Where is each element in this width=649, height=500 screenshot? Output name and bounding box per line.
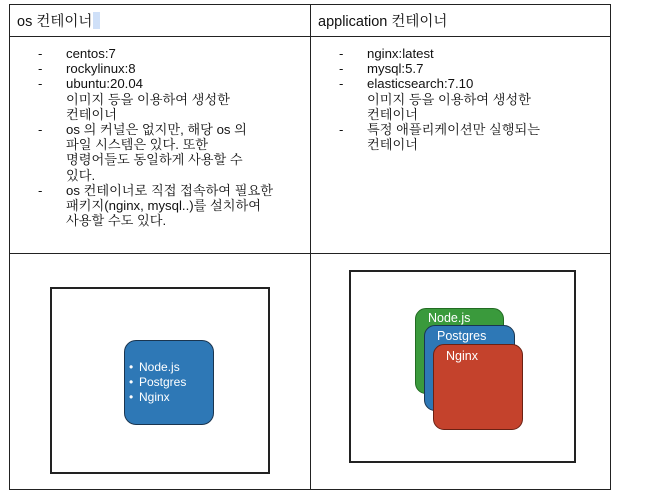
nginx-container-card: [433, 344, 523, 430]
os-container-box: [124, 340, 214, 425]
list-item: [36, 61, 306, 76]
container-label: Nginx: [446, 349, 478, 363]
application-container-figure-cell[interactable]: [311, 254, 611, 489]
header-os-container: os 컨테이너: [17, 14, 93, 30]
list-item-text: 특정 애플리케이션만 실행되는 컨테이너: [367, 122, 540, 153]
os-app-item: • Postgres: [129, 375, 186, 390]
container-label: Node.js: [428, 311, 471, 325]
header-application-container: application 컨테이너: [318, 14, 448, 30]
os-container-list: [36, 46, 306, 228]
list-item-text: rockylinux:8: [66, 61, 136, 77]
list-item: [337, 61, 607, 76]
application-container-list: [337, 46, 607, 152]
os-container-description[interactable]: [10, 37, 310, 253]
comparison-table: [9, 4, 611, 490]
list-item: [36, 46, 306, 61]
list-item-text: nginx:latest: [367, 46, 434, 61]
os-app-item: • Node.js: [129, 360, 186, 375]
application-container-description[interactable]: [311, 37, 611, 253]
container-label: Postgres: [437, 329, 487, 343]
list-item: [36, 76, 306, 122]
os-container-diagram: [50, 287, 270, 474]
os-container-app-list: [129, 360, 186, 405]
text-cursor-highlight: [93, 12, 100, 29]
list-item: [337, 122, 607, 152]
application-container-diagram: [349, 270, 576, 463]
os-app-item: • Nginx: [129, 390, 186, 405]
header-cell-os[interactable]: [10, 5, 310, 36]
list-item-text: mysql:5.7: [367, 61, 424, 77]
list-item-text: centos:7: [66, 46, 116, 61]
os-container-figure-cell[interactable]: [10, 254, 310, 489]
list-item-text: ubuntu:20.04 이미지 등을 이용하여 생성한 컨테이너: [66, 76, 230, 122]
list-item: [337, 76, 607, 122]
header-cell-application[interactable]: [311, 5, 611, 36]
list-item: [36, 122, 306, 183]
list-item-text: elasticsearch:7.10 이미지 등을 이용하여 생성한 컨테이너: [367, 76, 531, 122]
list-item-text: os 컨테이너로 직접 접속하여 필요한 패키지(nginx, mysql..)를 설치하여 사용할 수도 있다.: [66, 182, 273, 229]
list-item: [36, 183, 306, 229]
list-item-text: os 의 커널은 없지만, 해당 os 의 파일 시스템은 있다. 또한 명령어들도 동일하게 사용할 수 있다.: [66, 122, 247, 183]
list-item: [337, 46, 607, 61]
